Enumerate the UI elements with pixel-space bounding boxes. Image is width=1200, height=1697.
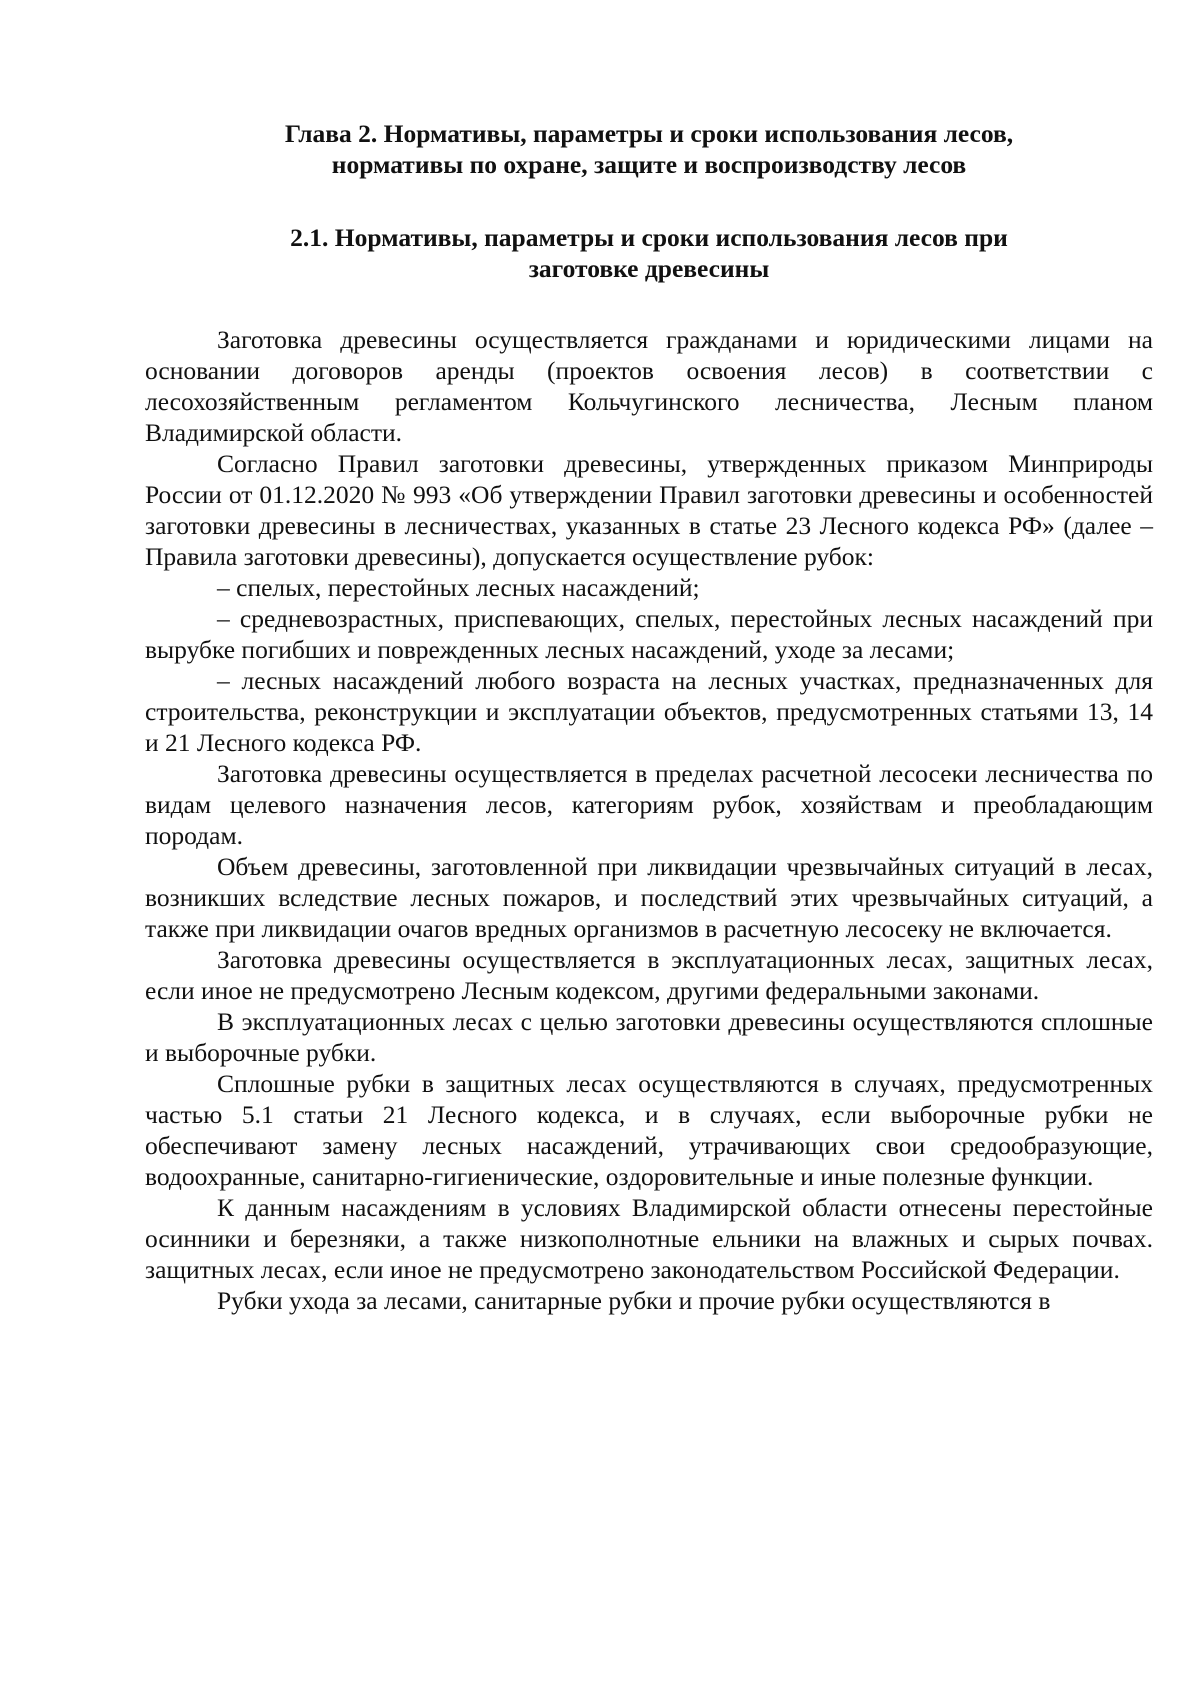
paragraph-harvesting-rules: Согласно Правил заготовки древесины, утвержденных приказом Минприроды России от 01.12.2020 № 993 «Об утверждении Правил заготовки древесины и особенностей заготовки древесины в лесничествах, указанных в статье 23 Лесного кодекса РФ» (далее – Правила заготовки древесины), допускается осуществление рубок: <box>145 449 1153 571</box>
paragraph-clear-cuts: Сплошные рубки в защитных лесах осуществляются в случаях, предусмотренных частью 5.1 статьи 21 Лесного кодекса, и в случаях, если выборочные рубки не обеспечивают замену лесных насаждений, утрачивающих свои средообразующие, водоохранные, санитарно-гигиенические, оздоровительные и иные полезные функции. <box>145 1069 1153 1191</box>
body-text <box>145 324 1153 1316</box>
paragraph-exploitation-forests: В эксплуатационных лесах с целью заготовки древесины осуществляются сплошные и выборочные рубки. <box>145 1007 1153 1067</box>
paragraph-vladimir-stands: К данным насаждениям в условиях Владимирской области отнесены перестойные осинники и березняки, а также низкополнотные ельники на влажных и сырых почвах. защитных лесах, если иное не предусмотрено законодательством Российской Федерации. <box>145 1193 1153 1284</box>
paragraph-maintenance-cuts: Рубки ухода за лесами, санитарные рубки и прочие рубки осуществляются в <box>217 1286 1051 1315</box>
section-heading-line-1: 2.1. Нормативы, параметры и сроки использования лесов при <box>290 223 1008 252</box>
list-item-any-age-stands: – лесных насаждений любого возраста на лесных участках, предназначенных для строительства, реконструкции и эксплуатации объектов, предусмотренных статьями 13, 14 и 21 Лесного кодекса РФ. <box>145 666 1153 757</box>
list-item-mature-stands: – спелых, перестойных лесных насаждений; <box>217 573 700 602</box>
document-page <box>145 118 1153 1316</box>
section-heading-line-2: заготовке древесины <box>528 254 770 283</box>
chapter-heading-line-1: Глава 2. Нормативы, параметры и сроки использования лесов, <box>284 119 1014 148</box>
chapter-heading-line-2: нормативы по охране, защите и воспроизводству лесов <box>331 150 967 179</box>
paragraph-timber-harvesting: Заготовка древесины осуществляется гражданами и юридическими лицами на основании договоров аренды (проектов освоения лесов) в соответствии с лесохозяйственным регламентом Кольчугинского лесничества, Лесным планом Владимирской области. <box>145 325 1153 447</box>
paragraph-allowable-cut: Заготовка древесины осуществляется в пределах расчетной лесосеки лесничества по видам целевого назначения лесов, категориям рубок, хозяйствам и преобладающим породам. <box>145 759 1153 850</box>
section-heading <box>145 222 1153 284</box>
chapter-heading <box>145 118 1153 180</box>
paragraph-harvesting-forests: Заготовка древесины осуществляется в эксплуатационных лесах, защитных лесах, если иное не предусмотрено Лесным кодексом, другими федеральными законами. <box>145 945 1153 1005</box>
paragraph-emergency-volume: Объем древесины, заготовленной при ликвидации чрезвычайных ситуаций в лесах, возникших вследствие лесных пожаров, и последствий этих чрезвычайных ситуаций, а также при ликвидации очагов вредных организмов в расчетную лесосеку не включается. <box>145 852 1153 943</box>
list-item-middle-aged-stands: – средневозрастных, приспевающих, спелых, перестойных лесных насаждений при вырубке погибших и поврежденных лесных насаждений, уходе за лесами; <box>145 604 1153 664</box>
